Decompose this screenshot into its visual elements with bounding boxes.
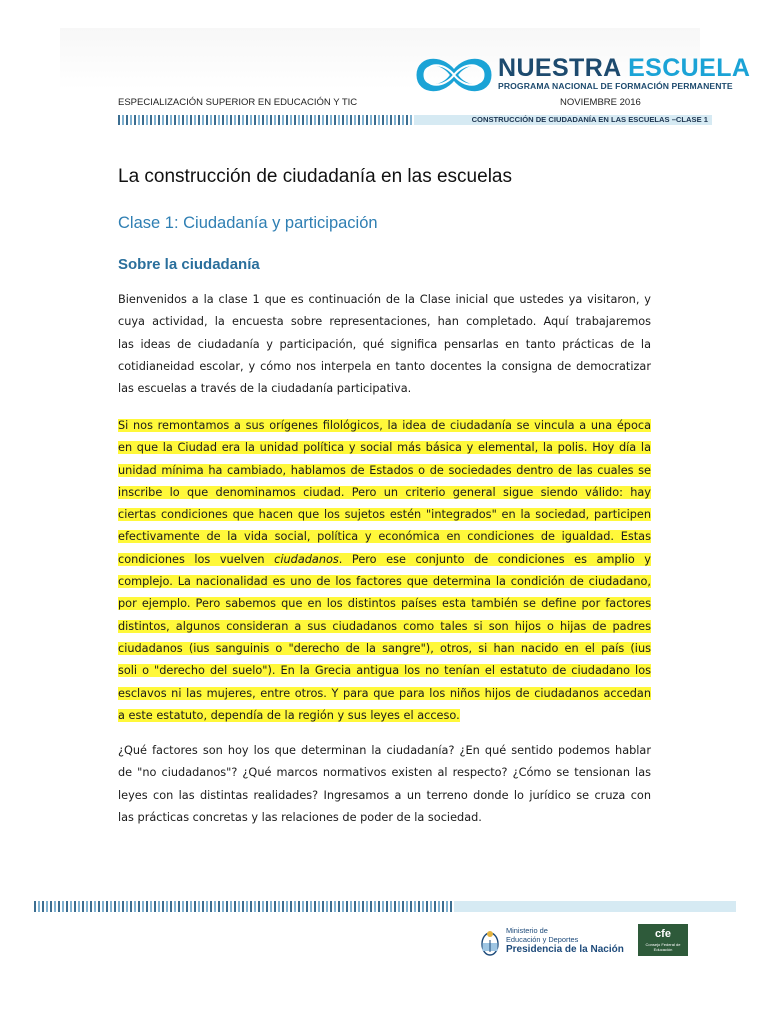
text-line: las escuelas a través de la ciudadanía participativa. xyxy=(118,382,412,396)
class-title: Clase 1: Ciudadanía y participación xyxy=(118,214,378,232)
page-title: La construcción de ciudadanía en las escuelas xyxy=(118,166,512,187)
text-line xyxy=(118,638,651,660)
logo-word-1: NUESTRA xyxy=(498,54,621,82)
course-band xyxy=(414,115,712,125)
highlighted-text xyxy=(118,553,651,566)
highlighted-text: esclavos ni las mujeres, entre otros. Y para que para los niños hijos de ciudadanos accedan xyxy=(118,686,651,700)
text-line xyxy=(118,705,651,727)
text-segment: . Pero ese conjunto de condiciones es amplio y xyxy=(338,552,651,566)
text-line xyxy=(118,437,651,459)
highlighted-text: ciudadanos (ius sanguinis o "derecho de la sangre"), otros, si han nacido en el país (ius xyxy=(118,641,651,655)
text-line xyxy=(118,593,651,615)
logo-title xyxy=(498,54,750,82)
text-segment: condiciones los vuelven xyxy=(118,552,275,566)
ministry-line-3: Presidencia de la Nación xyxy=(506,944,624,955)
nuestra-escuela-logo xyxy=(414,52,751,98)
highlighted-text: unidad mínima ha cambiado, hablamos de Estados o de sociedades dentro de las cuales se xyxy=(118,463,651,477)
highlighted-text: en que la Ciudad era la unidad política y social más básica y elemental, la polis. Hoy día la xyxy=(118,441,651,455)
text-line: cotidianeidad escolar, y cómo nos interpela en tanto docentes la consigna de democratizar xyxy=(118,359,651,373)
highlighted-text: Si nos remontamos a sus orígenes filológicos, la idea de ciudadanía se vincula a una época xyxy=(118,419,651,432)
paragraph-highlighted xyxy=(118,415,651,727)
cfe-logo xyxy=(638,924,688,956)
text-line xyxy=(118,616,651,638)
paragraph-questions xyxy=(118,740,651,829)
text-line xyxy=(118,415,651,437)
national-seal-icon xyxy=(480,928,500,958)
text-line xyxy=(118,526,651,548)
footer-band xyxy=(454,901,736,912)
cfe-subtitle: Consejo Federal de Educación xyxy=(645,942,681,952)
program-name: ESPECIALIZACIÓN SUPERIOR EN EDUCACIÓN Y TIC xyxy=(118,97,358,108)
text-line xyxy=(118,571,651,593)
course-band-label: CONSTRUCCIÓN DE CIUDADANÍA EN LAS ESCUELAS –CLASE 1 xyxy=(471,115,708,124)
highlighted-text: efectivamente de la vida social, política y económica en condiciones de igualdad. Estas xyxy=(118,530,651,544)
highlighted-text: por ejemplo. Pero sabemos que en los distintos países esta también se define por factores xyxy=(118,597,651,611)
decorative-stripe-bottom xyxy=(34,901,454,912)
text-line xyxy=(118,549,651,571)
decorative-stripe-top xyxy=(118,115,414,125)
text-line: ¿Qué factores son hoy los que determinan la ciudadanía? ¿En qué sentido podemos hablar xyxy=(118,744,651,757)
section-title: Sobre la ciudadanía xyxy=(118,256,260,273)
text-line xyxy=(118,460,651,482)
text-line xyxy=(118,660,651,682)
highlighted-text: soli o "derecho del suelo"). En la Grecia antigua los no tenían el estatuto de ciudadano los xyxy=(118,664,651,678)
text-line: leyes con las distintas realidades? Ingresamos a un terreno donde lo jurídico se cruza con xyxy=(118,788,651,802)
text-line xyxy=(118,683,651,705)
highlighted-text: inscribe lo que denominamos ciudad. Pero un criterio general sigue siendo válido: hay xyxy=(118,485,651,499)
ministry-logo xyxy=(480,926,630,960)
highlighted-text: distintos, algunos consideran a sus ciudadanos como tales si son hijos o hijas de padres xyxy=(118,619,651,633)
ministry-line-1: Ministerio de xyxy=(506,926,548,935)
cfe-name: cfe xyxy=(655,928,671,940)
emphasis-ciudadanos: ciudadanos xyxy=(274,552,339,566)
ministry-line-2: Educación y Deportes xyxy=(506,935,579,944)
text-line xyxy=(118,504,651,526)
text-line: Bienvenidos a la clase 1 que es continuación de la Clase inicial que ustedes ya visitaron, y xyxy=(118,293,651,306)
text-line xyxy=(118,482,651,504)
text-line: de "no ciudadanos"? ¿Qué marcos normativos existen al respecto? ¿Cómo se tensionan las xyxy=(118,766,651,780)
highlighted-text: complejo. La nacionalidad es uno de los factores que determina la condición de ciudadano, xyxy=(118,575,651,589)
logo-subtitle: PROGRAMA NACIONAL DE FORMACIÓN PERMANENTE xyxy=(498,81,733,91)
infinity-loop-icon xyxy=(414,54,494,96)
paragraph-intro xyxy=(118,289,651,400)
text-line: las ideas de ciudadanía y participación, qué significa pensarlas en tanto prácticas de la xyxy=(118,337,651,351)
highlighted-text: a este estatuto, dependía de la región y sus leyes el acceso. xyxy=(118,708,460,722)
logo-word-2: ESCUELA xyxy=(628,54,751,82)
text-line: las prácticas concretas y las relaciones de poder de la sociedad. xyxy=(118,810,482,824)
document-date: NOVIEMBRE 2016 xyxy=(560,97,641,108)
highlighted-text: ciertas condiciones que hacen que los sujetos estén "integrados" en la sociedad, participen xyxy=(118,508,651,522)
text-line: cuya actividad, la encuesta sobre representaciones, han completado. Aquí trabajaremos xyxy=(118,315,651,329)
